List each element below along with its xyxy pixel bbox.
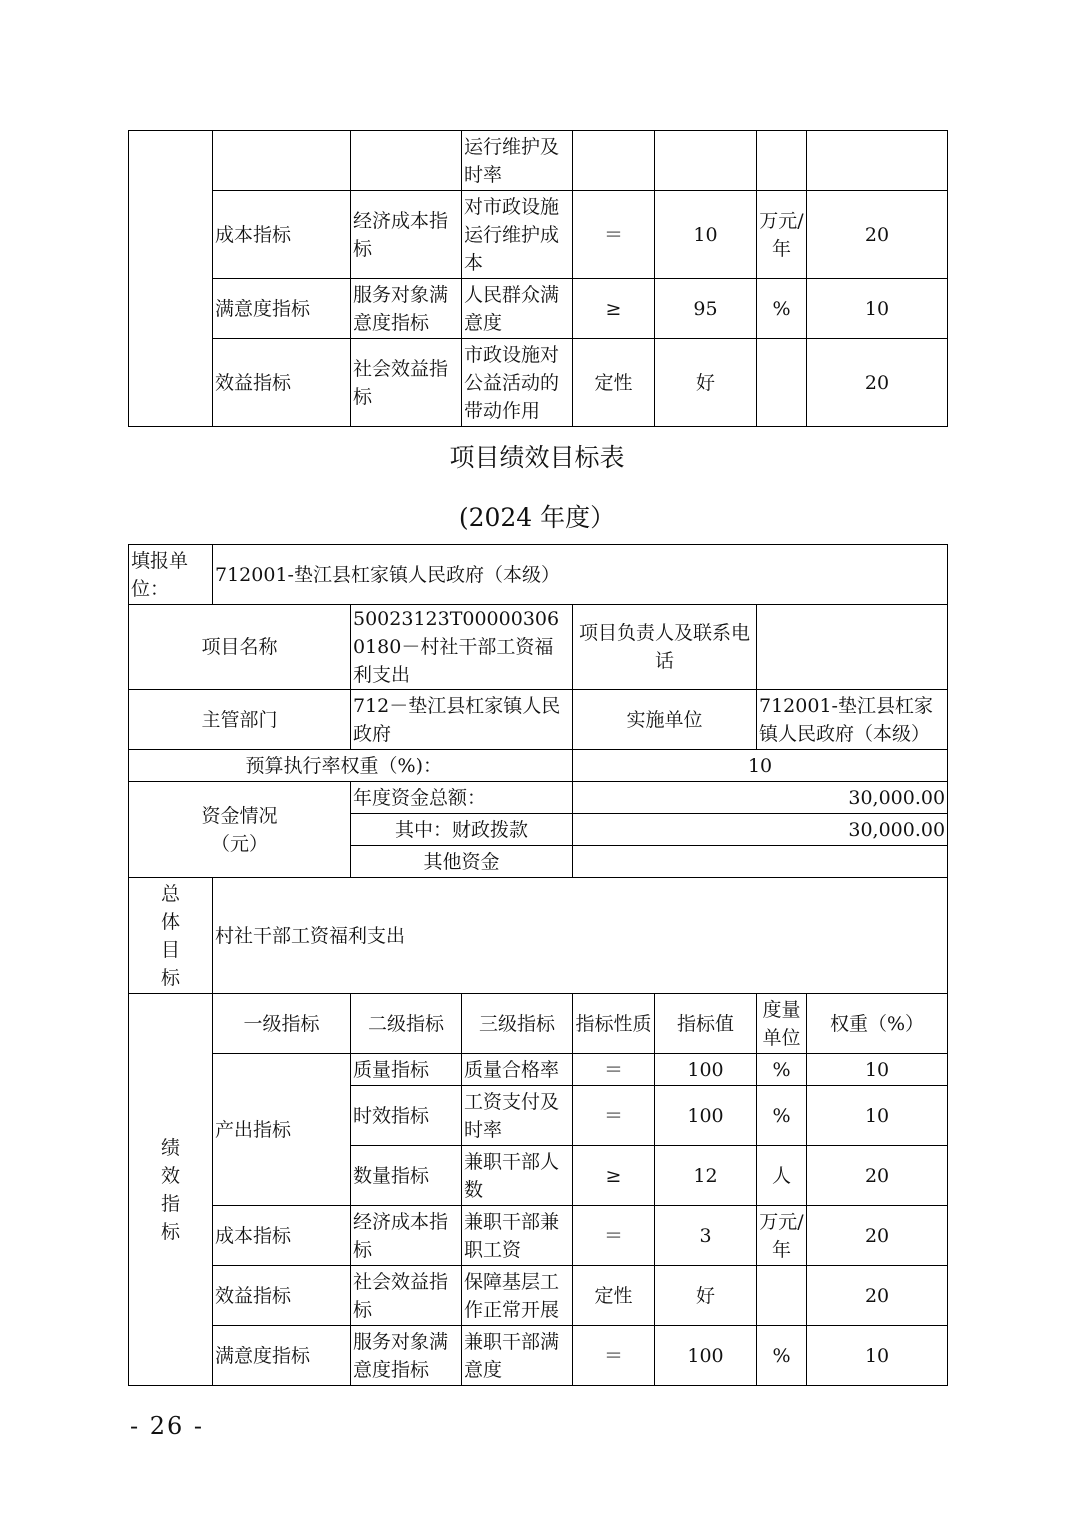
level1-cell — [213, 131, 351, 191]
weight-cell — [807, 131, 948, 191]
project-name-value: 50023123T000003060180－村社干部工资福利支出 — [351, 605, 573, 690]
unit-cell: % — [757, 1054, 807, 1086]
unit-cell — [757, 1266, 807, 1326]
nature-cell: 定性 — [573, 339, 655, 427]
level3-cell: 对市政设施运行维护成本 — [462, 191, 573, 279]
nature-cell: ＝ — [573, 1086, 655, 1146]
level2-cell: 经济成本指标 — [351, 1206, 462, 1266]
continuation-table — [128, 130, 948, 427]
level2-cell: 服务对象满意度指标 — [351, 1326, 462, 1386]
weight-cell: 20 — [807, 339, 948, 427]
funds-fiscal-value: 30,000.00 — [573, 814, 948, 846]
unit-value: 712001-垫江县杠家镇人民政府（本级） — [213, 545, 948, 605]
contact-label: 项目负责人及联系电话 — [573, 605, 757, 690]
level2-cell: 社会效益指标 — [351, 1266, 462, 1326]
level3-cell: 兼职干部兼职工资 — [462, 1206, 573, 1266]
value-cell: 100 — [655, 1086, 757, 1146]
funds-total-label: 年度资金总额： — [351, 782, 573, 814]
unit-cell: 万元/年 — [757, 1206, 807, 1266]
budget-rate-value: 10 — [573, 750, 948, 782]
empty-left-cell — [129, 131, 213, 427]
page-title: 项目绩效目标表 — [449, 443, 625, 472]
impl-label: 实施单位 — [573, 690, 757, 750]
funds-total-value: 30,000.00 — [573, 782, 948, 814]
nature-cell — [573, 131, 655, 191]
dept-label: 主管部门 — [129, 690, 351, 750]
header-level3: 三级指标 — [462, 994, 573, 1054]
value-cell: 10 — [655, 191, 757, 279]
level1-cell: 成本指标 — [213, 191, 351, 279]
nature-cell: ＝ — [573, 1054, 655, 1086]
level2-cell: 质量指标 — [351, 1054, 462, 1086]
header-level2: 二级指标 — [351, 994, 462, 1054]
perf-label: 绩效指标 — [129, 994, 213, 1386]
budget-rate-label: 预算执行率权重（%)： — [129, 750, 573, 782]
value-cell: 95 — [655, 279, 757, 339]
level1-cell: 效益指标 — [213, 1266, 351, 1326]
performance-goal-table — [128, 544, 948, 1386]
weight-cell: 20 — [807, 1206, 948, 1266]
nature-cell: ＝ — [573, 191, 655, 279]
level3-cell: 人民群众满意度 — [462, 279, 573, 339]
weight-cell: 10 — [807, 1086, 948, 1146]
level1-cell: 满意度指标 — [213, 1326, 351, 1386]
value-cell: 3 — [655, 1206, 757, 1266]
level1-cell: 成本指标 — [213, 1206, 351, 1266]
level3-cell: 保障基层工作正常开展 — [462, 1266, 573, 1326]
unit-cell — [757, 339, 807, 427]
level2-cell: 经济成本指标 — [351, 191, 462, 279]
level2-cell: 服务对象满意度指标 — [351, 279, 462, 339]
unit-cell: 万元/年 — [757, 191, 807, 279]
value-cell: 100 — [655, 1326, 757, 1386]
weight-cell: 10 — [807, 279, 948, 339]
project-name-label: 项目名称 — [129, 605, 351, 690]
header-level1: 一级指标 — [213, 994, 351, 1054]
value-cell: 好 — [655, 339, 757, 427]
nature-cell: ＝ — [573, 1326, 655, 1386]
impl-value: 712001-垫江县杠家镇人民政府（本级） — [757, 690, 948, 750]
nature-cell: ≥ — [573, 279, 655, 339]
header-weight: 权重（%） — [807, 994, 948, 1054]
weight-cell: 20 — [807, 1146, 948, 1206]
nature-cell: ≥ — [573, 1146, 655, 1206]
unit-label: 填报单位： — [129, 545, 213, 605]
header-nature: 指标性质 — [573, 994, 655, 1054]
level3-cell: 运行维护及时率 — [462, 131, 573, 191]
weight-cell: 10 — [807, 1326, 948, 1386]
unit-cell: 人 — [757, 1146, 807, 1206]
goal-value: 村社干部工资福利支出 — [213, 878, 948, 994]
funds-other-value — [573, 846, 948, 878]
level3-cell: 工资支付及时率 — [462, 1086, 573, 1146]
unit-cell: % — [757, 1086, 807, 1146]
output-label: 产出指标 — [213, 1054, 351, 1206]
header-unit: 度量单位 — [757, 994, 807, 1054]
weight-cell: 20 — [807, 191, 948, 279]
level3-cell: 兼职干部人数 — [462, 1146, 573, 1206]
level1-cell: 效益指标 — [213, 339, 351, 427]
dept-value: 712－垫江县杠家镇人民政府 — [351, 690, 573, 750]
level3-cell: 市政设施对公益活动的带动作用 — [462, 339, 573, 427]
level2-cell: 数量指标 — [351, 1146, 462, 1206]
header-value: 指标值 — [655, 994, 757, 1054]
funds-label: 资金情况（元） — [129, 782, 351, 878]
value-cell: 12 — [655, 1146, 757, 1206]
funds-fiscal-label: 其中：财政拨款 — [351, 814, 573, 846]
level3-cell: 兼职干部满意度 — [462, 1326, 573, 1386]
level3-cell: 质量合格率 — [462, 1054, 573, 1086]
level1-cell: 满意度指标 — [213, 279, 351, 339]
unit-cell: % — [757, 1326, 807, 1386]
level2-cell: 社会效益指标 — [351, 339, 462, 427]
nature-cell: ＝ — [573, 1206, 655, 1266]
page-subtitle: (2024 年度） — [458, 503, 616, 532]
level2-cell — [351, 131, 462, 191]
unit-cell: % — [757, 279, 807, 339]
unit-cell — [757, 131, 807, 191]
weight-cell: 20 — [807, 1266, 948, 1326]
level2-cell: 时效指标 — [351, 1086, 462, 1146]
contact-value — [757, 605, 948, 690]
funds-other-label: 其他资金 — [351, 846, 573, 878]
value-cell: 好 — [655, 1266, 757, 1326]
value-cell: 100 — [655, 1054, 757, 1086]
weight-cell: 10 — [807, 1054, 948, 1086]
value-cell — [655, 131, 757, 191]
goal-label: 总体目标 — [129, 878, 213, 994]
nature-cell: 定性 — [573, 1266, 655, 1326]
page-number: - 26 - — [130, 1412, 205, 1440]
